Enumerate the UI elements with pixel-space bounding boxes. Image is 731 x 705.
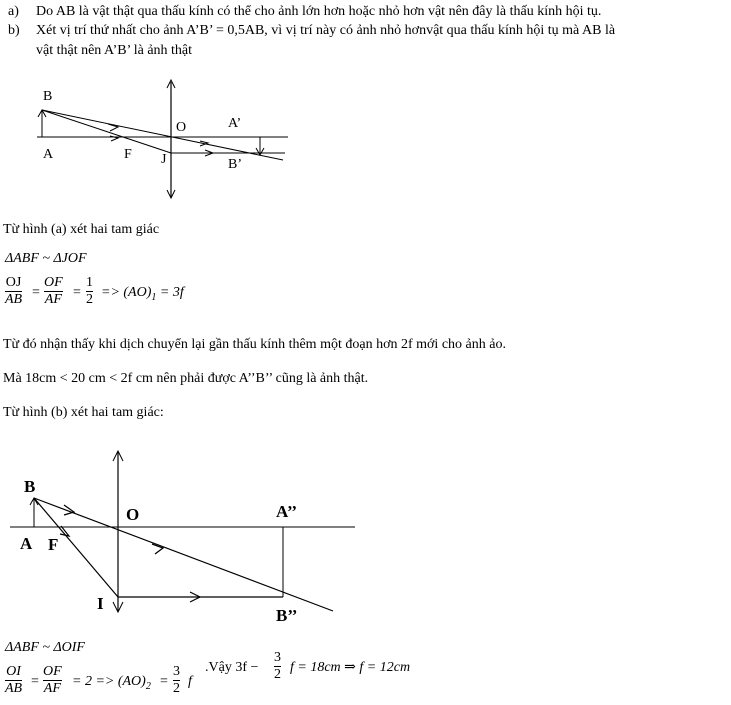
section-b-f-after: f (188, 674, 192, 689)
figure-a-label-F: F (124, 147, 132, 162)
section-a-fraction-oj-ab: $\frac{OJ}{AB}$ (5, 275, 23, 307)
figure-b-ray-focus (34, 498, 118, 597)
figure-a-label-B-prime: B’ (228, 157, 242, 172)
section-a-result: => $(AO)_1 = 3f$ (101, 285, 184, 303)
figure-b-label-F: F (48, 535, 59, 554)
section-a-fraction-of-af: $\frac{OF}{AF}$ (44, 275, 63, 307)
section-a-heading: Từ hình (a) xét hai tam giác (3, 222, 160, 237)
figure-b-label-I: I (97, 594, 104, 613)
figure-b-label-A: A (20, 534, 33, 553)
section-b-eq1: = (31, 674, 39, 689)
section-b-mid-result: = $2 => (AO)_2$ (72, 674, 151, 692)
figure-b-label-B: B (24, 477, 36, 496)
item-b-marker: b) (8, 23, 20, 38)
section-b-final-equation: f = 18cm ⇒ f = 12cm (290, 660, 411, 675)
item-a-marker: a) (8, 4, 19, 19)
section-b-fraction-three-half-2: $\frac{3}{2}$ (274, 650, 281, 682)
section-b-similar-triangles: ΔABF ~ ΔOIF (5, 640, 85, 655)
figure-a-label-B: B (43, 89, 53, 104)
section-a-line2: Mà 18cm < 20 cm < 2f cm nên phải được A’’B’’ cũng là ảnh thật. (3, 371, 369, 386)
figure-a-label-A: A (43, 147, 54, 162)
section-a-fraction-one-half: $\frac{1}{2}$ (86, 275, 93, 307)
item-a-text: Do AB là vật thật qua thấu kính có thể cho ảnh lớn hơn hoặc nhỏ hơn vật nên đây là thấu kính hội tụ. (36, 4, 602, 19)
section-a-line1: Từ đó nhận thấy khi dịch chuyển lại gần thấu kính thêm một đoạn hơn 2f mới cho ảnh ảo. (3, 337, 506, 352)
section-b-fraction-oi-ab: $\frac{OI}{AB}$ (5, 664, 23, 696)
section-b-fraction-of-af: $\frac{OF}{AF}$ (43, 664, 62, 696)
figure-b-label-A-dprime: A’’ (276, 502, 298, 521)
figure-b-diagram (10, 451, 355, 625)
figure-a-label-A-prime: A’ (228, 116, 242, 131)
figure-b-label-O: O (126, 505, 140, 524)
figure-b-label-B-dprime: B’’ (276, 606, 298, 625)
section-b-fraction-three-half: $\frac{3}{2}$ (173, 664, 180, 696)
section-a-eq1: = (32, 285, 40, 300)
item-b-text-line2: vật thật nên A’B’ là ảnh thật (36, 43, 193, 58)
figure-a-label-J: J (161, 152, 167, 167)
figure-a-ray-focus (42, 110, 171, 153)
section-a-eq2: = (73, 285, 81, 300)
section-a-similar-triangles: ΔABF ~ ΔJOF (5, 251, 87, 266)
section-b-eq3: = (160, 674, 168, 689)
section-b-heading: Từ hình (b) xét hai tam giác: (3, 405, 164, 420)
section-b-vay-text: .Vậy 3f − (205, 660, 259, 675)
item-b-text-line1: Xét vị trí thứ nhất cho ảnh A’B’ = 0,5AB, vì vị trí này có ảnh nhỏ hơnvật qua thấu kính hội tụ mà AB là (36, 23, 616, 38)
figure-a-label-O: O (176, 120, 187, 135)
